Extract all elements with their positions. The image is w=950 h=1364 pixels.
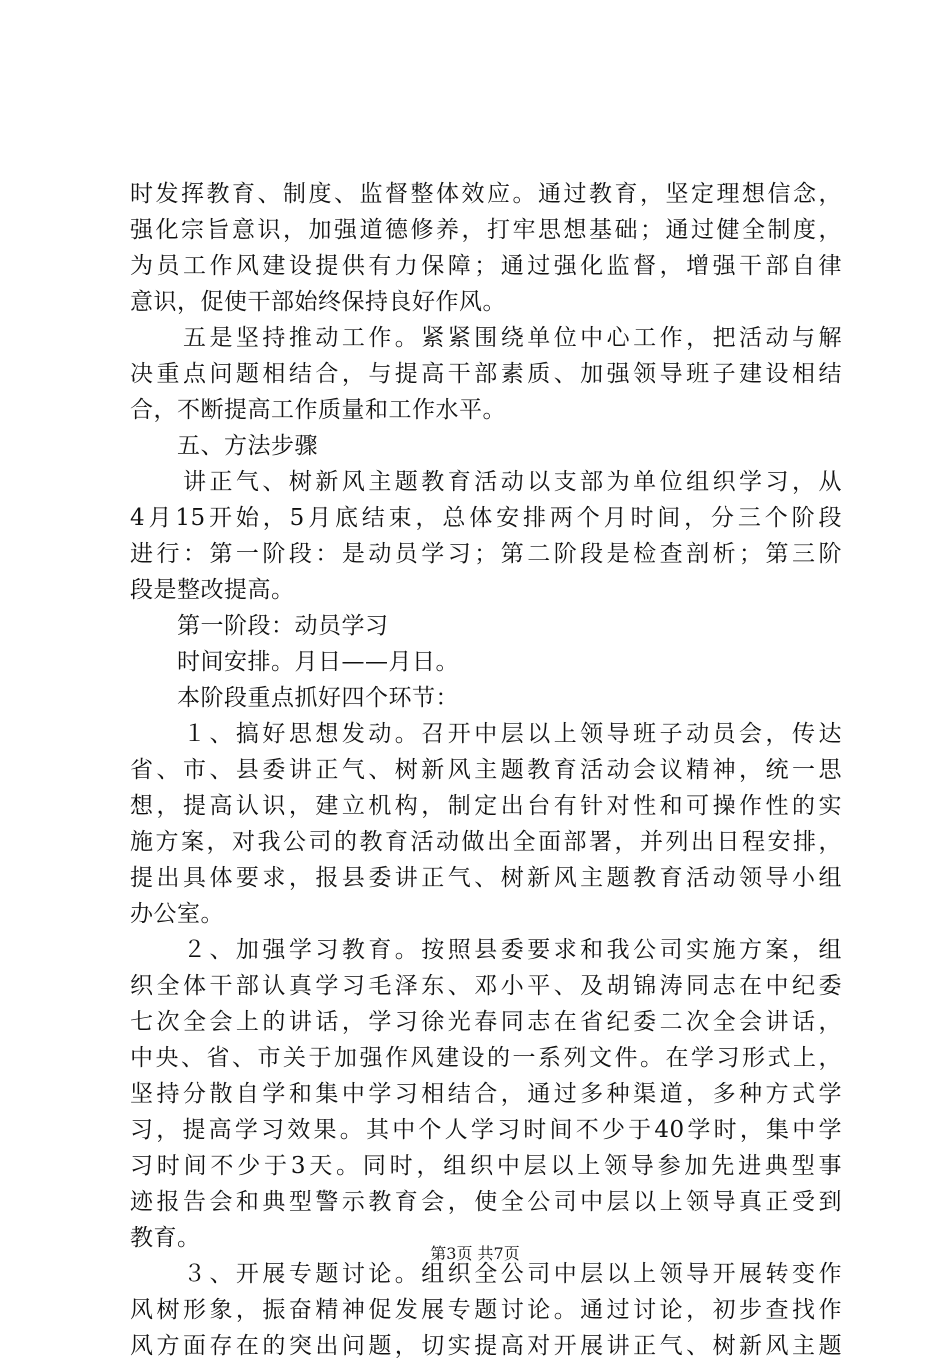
text-line: 提出具体要求，报县委讲正气、树新风主题教育活动领导小组	[130, 865, 842, 891]
text-line: 风方面存在的突出问题，切实提高对开展讲正气、树新风主题	[130, 1333, 842, 1359]
text-line: ３、开展专题讨论。组织全公司中层以上领导开展转变作	[130, 1261, 842, 1287]
text-line: 办公室。	[130, 901, 224, 927]
text-line: 时间安排。月日——月日。	[130, 649, 459, 675]
page-footer: 第3页 共7页	[430, 1244, 520, 1263]
text-line: 五是坚持推动工作。紧紧围绕单位中心工作，把活动与解	[130, 325, 842, 351]
text-line: 五、方法步骤	[130, 433, 318, 459]
text-line: 中央、省、市关于加强作风建设的一系列文件。在学习形式上，	[130, 1045, 842, 1071]
text-line: 合，不断提高工作质量和工作水平。	[130, 397, 506, 423]
text-line: 进行：第一阶段：是动员学习；第二阶段是检查剖析；第三阶	[130, 541, 842, 567]
text-line: 迹报告会和典型警示教育会，使全公司中层以上领导真正受到	[130, 1189, 842, 1215]
text-line: 习时间不少于3天。同时，组织中层以上领导参加先进典型事	[130, 1153, 842, 1179]
text-line: 第一阶段：动员学习	[130, 613, 389, 639]
text-line: 讲正气、树新风主题教育活动以支部为单位组织学习，从	[130, 469, 842, 495]
text-line: 为员工作风建设提供有力保障；通过强化监督，增强干部自律	[130, 253, 842, 279]
text-line: ２、加强学习教育。按照县委要求和我公司实施方案，组	[130, 937, 842, 963]
text-line: 4月15开始，5月底结束，总体安排两个月时间，分三个阶段	[130, 505, 842, 531]
text-line: 省、市、县委讲正气、树新风主题教育活动会议精神，统一思	[130, 757, 842, 783]
body-text	[130, 176, 842, 1364]
text-line: 教育。	[130, 1225, 201, 1251]
text-line: 时发挥教育、制度、监督整体效应。通过教育，坚定理想信念，	[130, 181, 842, 207]
text-line: 习，提高学习效果。其中个人学习时间不少于40学时，集中学	[130, 1117, 842, 1143]
text-line: 施方案，对我公司的教育活动做出全面部署，并列出日程安排，	[130, 829, 842, 855]
text-line: 强化宗旨意识，加强道德修养，打牢思想基础；通过健全制度，	[130, 217, 842, 243]
text-line: 风树形象，振奋精神促发展专题讨论。通过讨论，初步查找作	[130, 1297, 842, 1323]
text-line: １、搞好思想发动。召开中层以上领导班子动员会，传达	[130, 721, 842, 747]
text-line: 织全体干部认真学习毛泽东、邓小平、及胡锦涛同志在中纪委	[130, 973, 842, 999]
text-line: 段是整改提高。	[130, 577, 295, 603]
text-line: 坚持分散自学和集中学习相结合，通过多种渠道，多种方式学	[130, 1081, 842, 1107]
text-line: 意识，促使干部始终保持良好作风。	[130, 289, 506, 315]
text-line: 想，提高认识，建立机构，制定出台有针对性和可操作性的实	[130, 793, 842, 819]
text-line: 决重点问题相结合，与提高干部素质、加强领导班子建设相结	[130, 361, 842, 387]
text-line: 七次全会上的讲话，学习徐光春同志在省纪委二次全会讲话，	[130, 1009, 842, 1035]
text-line: 本阶段重点抓好四个环节：	[130, 685, 459, 711]
